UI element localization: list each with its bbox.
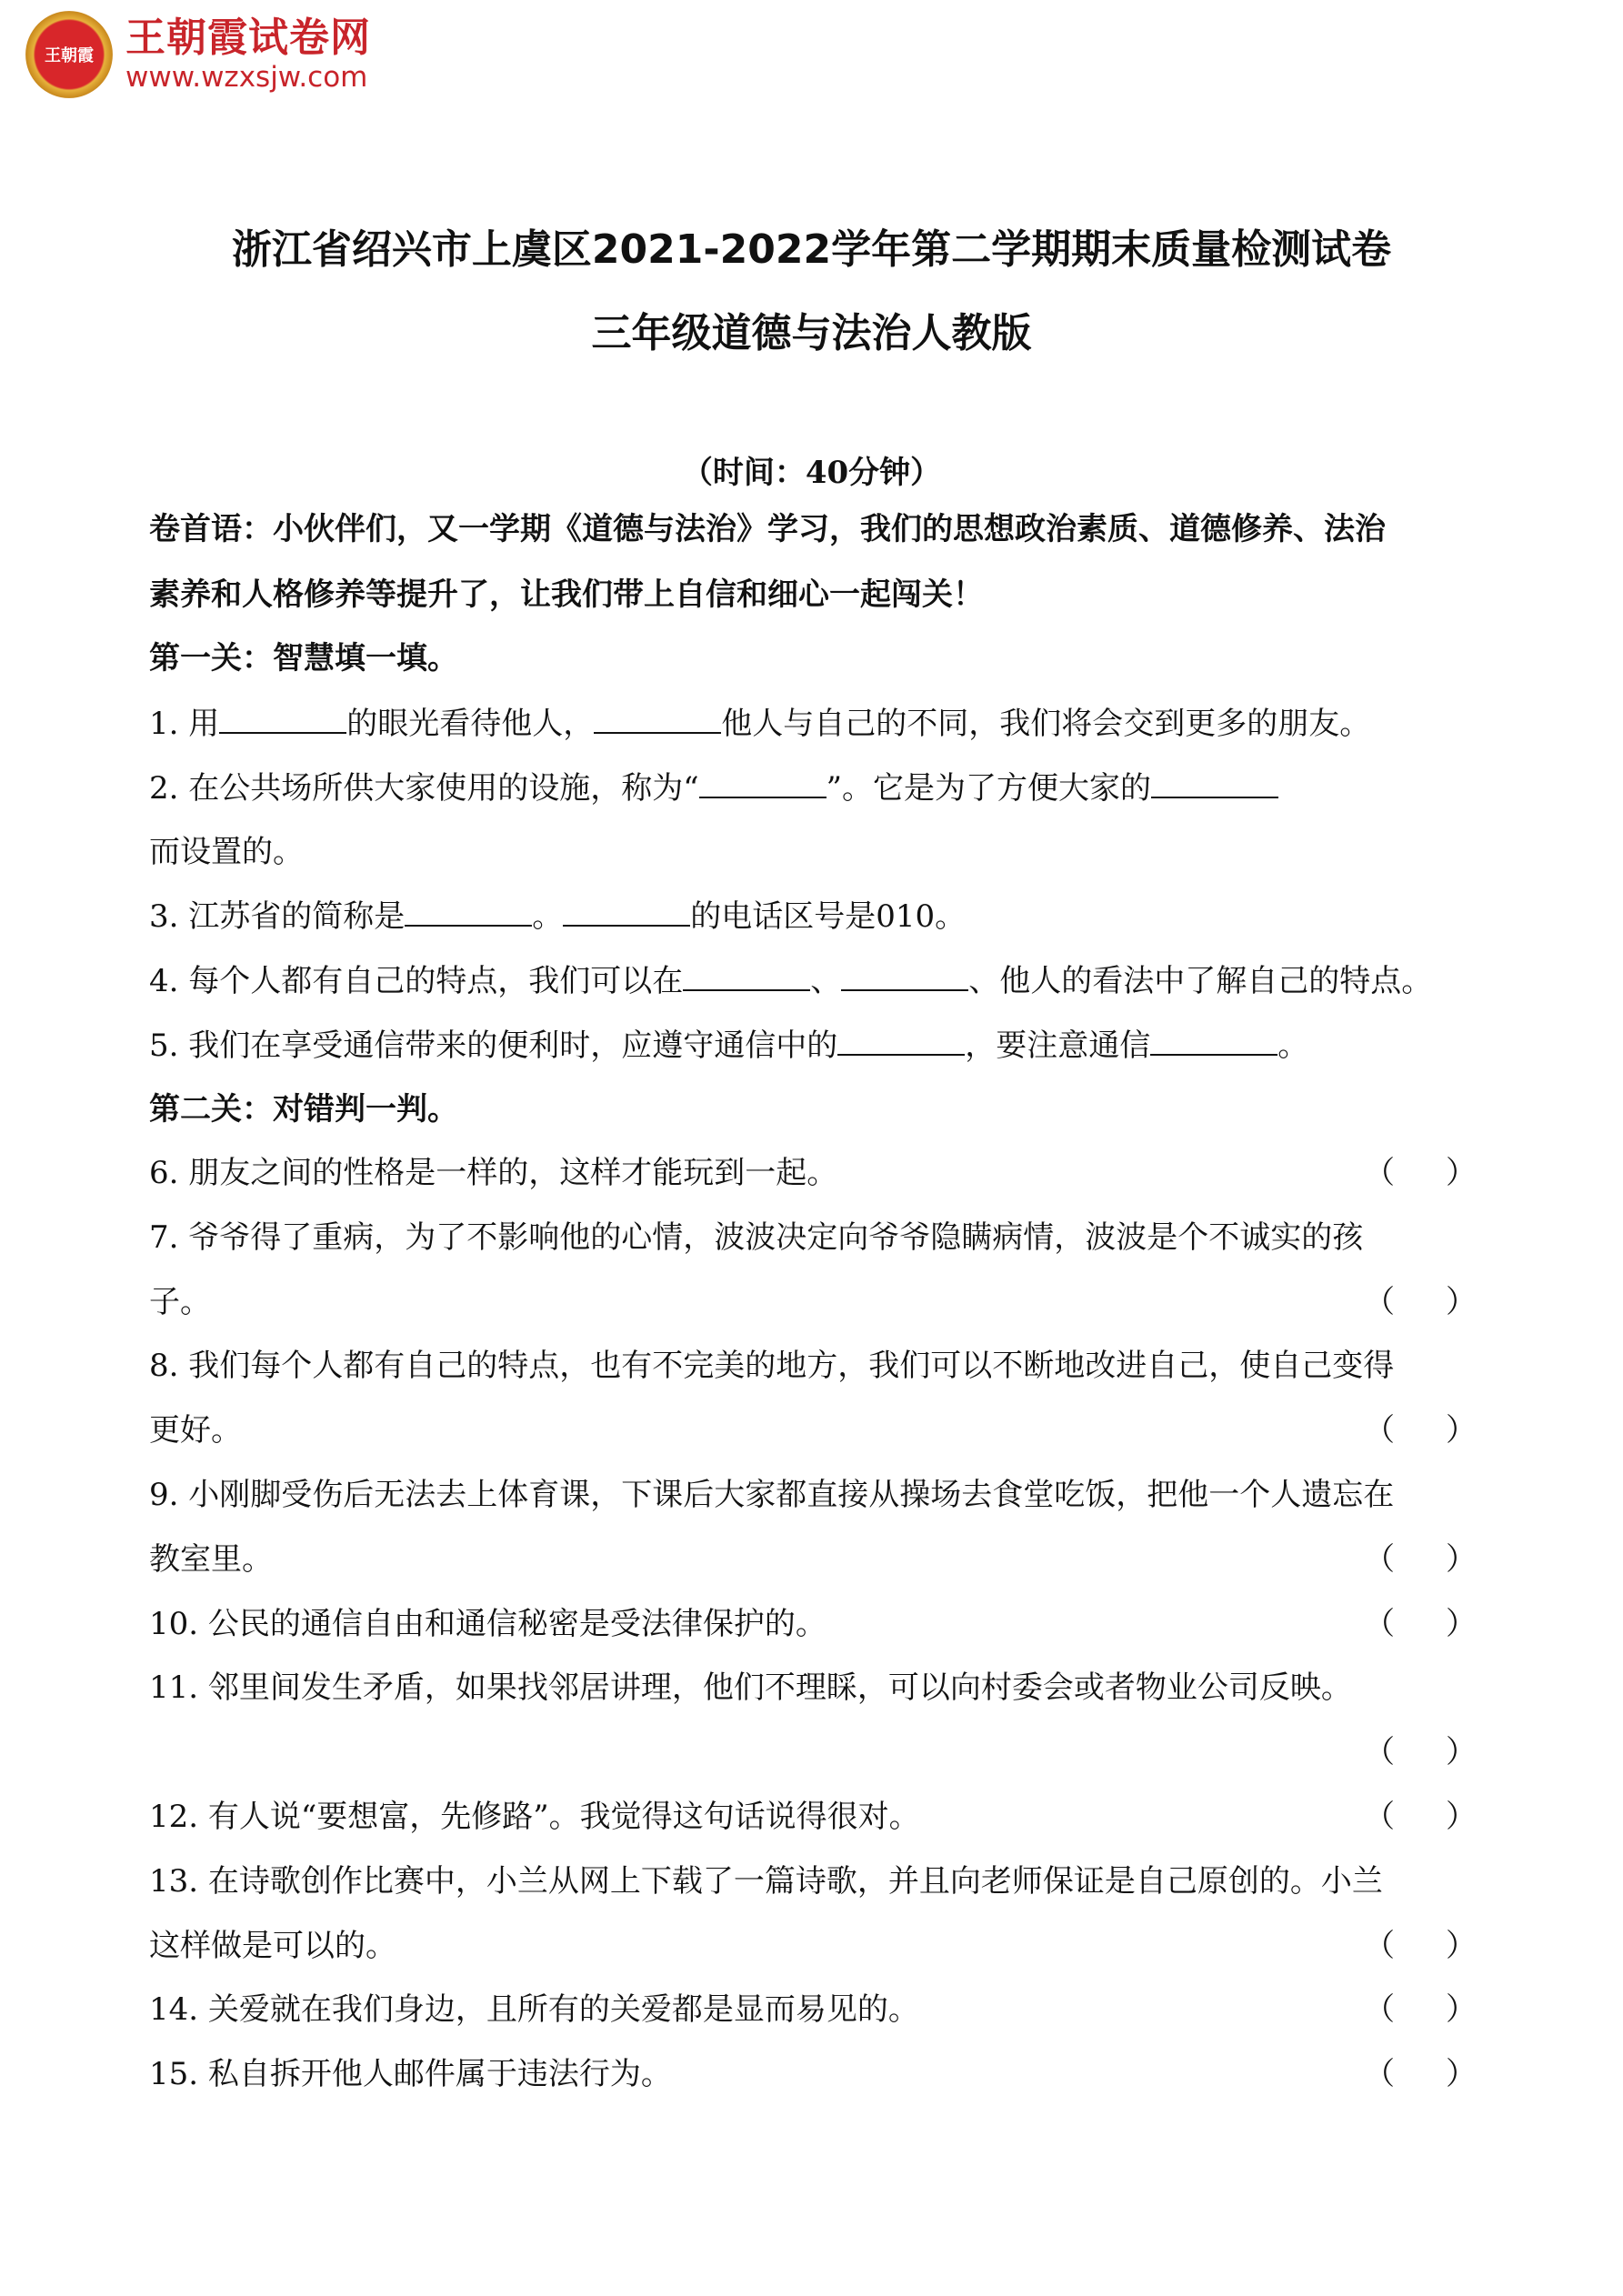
question-text: 13. 在诗歌创作比赛中，小兰从网上下载了一篇诗歌，并且向老师保证是自己原创的。小兰 [149, 1862, 1383, 1900]
parenthesis: ） [1446, 1605, 1477, 1642]
parenthesis: ） [1446, 1991, 1477, 2029]
question-text: 2. 在公共场所供大家使用的设施，称为“ [149, 769, 699, 807]
seal-text: 王朝霞 [45, 46, 94, 65]
question-text: 8. 我们每个人都有自己的特点，也有不完美的地方，我们可以不断地改进自己，使自己变得 [149, 1348, 1395, 1385]
answer-blank[interactable] [594, 705, 721, 734]
answer-blank[interactable] [699, 769, 827, 798]
judge-question [149, 2056, 1477, 2092]
question-text: 教室里。 [149, 1540, 273, 1578]
question-text: 6. 朋友之间的性格是一样的，这样才能玩到一起。 [149, 1155, 838, 1191]
answer-parentheses[interactable] [1364, 1541, 1477, 1578]
answer-blank[interactable] [683, 962, 810, 991]
parenthesis: ） [1446, 1412, 1477, 1449]
parenthesis: ） [1446, 2056, 1477, 2093]
answer-blank[interactable] [1150, 1027, 1277, 1056]
judge-question [149, 1863, 1477, 1900]
question-text: 的电话区号是010。 [690, 898, 967, 936]
question-text: 而设置的。 [149, 833, 304, 870]
answer-blank[interactable] [405, 897, 532, 927]
parenthesis: ） [1446, 1799, 1477, 1835]
question-text: 3. 江苏省的简称是 [149, 898, 406, 936]
question-text: 他人与自己的不同，我们将会交到更多的朋友。 [721, 706, 1371, 742]
judge-question [149, 1284, 1477, 1320]
answer-blank[interactable] [563, 897, 690, 927]
judge-question [149, 1991, 1477, 2028]
answer-blank[interactable] [841, 962, 968, 991]
parenthesis: ） [1446, 1927, 1477, 1964]
exam-subtitle: 三年级道德与法治人教版 [591, 310, 1032, 356]
answer-parentheses[interactable] [1364, 1284, 1477, 1320]
answer-parentheses[interactable] [1364, 1734, 1477, 1770]
question-text: 9. 小刚脚受伤后无法去上体育课，下课后大家都直接从操场去食堂吃饭，把他一个人遗忘在 [149, 1477, 1395, 1513]
question-text: 10. 公民的通信自由和通信秘密是受法律保护的。 [149, 1605, 827, 1642]
question-text: 。 [1277, 1028, 1309, 1064]
judge-question [149, 1155, 1477, 1191]
fill-question [149, 897, 1477, 935]
fill-question [149, 1027, 1477, 1064]
question-text: 11. 邻里间发生矛盾，如果找邻居讲理，他们不理睬，可以向村委会或者物业公司反映。 [149, 1669, 1352, 1707]
parenthesis: ） [1446, 1283, 1477, 1320]
parenthesis: ） [1446, 1540, 1477, 1578]
question-text: 这样做是可以的。 [149, 1927, 396, 1964]
parenthesis: （ [1364, 1540, 1395, 1578]
answer-blank[interactable] [219, 705, 346, 734]
question-text: ”。它是为了方便大家的 [826, 769, 1152, 807]
question-text: 1. 用 [149, 706, 220, 742]
judge-question [149, 1219, 1477, 1256]
judge-question [149, 1477, 1477, 1513]
judge-question [149, 1799, 1477, 1835]
question-text: 的眼光看待他人， [346, 706, 595, 742]
parenthesis: ） [1446, 1734, 1477, 1771]
question-text: 4. 每个人都有自己的特点，我们可以在 [149, 963, 684, 1000]
judge-question [149, 1606, 1477, 1642]
brand-name: 王朝霞试卷网 [125, 15, 371, 61]
fill-question [149, 769, 1477, 807]
judge-question [149, 1928, 1477, 1964]
fill-question [149, 834, 1477, 870]
question-text: ，要注意通信 [965, 1028, 1151, 1064]
question-text: 12. 有人说“要想富，先修路”。我觉得这句话说得很对。 [149, 1799, 920, 1835]
brand-url[interactable]: www.wzxsjw.com [125, 61, 368, 94]
answer-parentheses[interactable] [1364, 1991, 1477, 2028]
question-text: 14. 关爱就在我们身边，且所有的关爱都是显而易见的。 [149, 1991, 919, 2029]
answer-blank[interactable] [1151, 769, 1278, 798]
preface-line: 素养和人格修养等提升了，让我们带上自信和细心一起闯关！ [149, 577, 984, 613]
parenthesis: （ [1364, 2056, 1395, 2093]
answer-parentheses[interactable] [1364, 1928, 1477, 1964]
parenthesis: （ [1364, 1991, 1395, 2029]
answer-parentheses[interactable] [1364, 1412, 1477, 1449]
parenthesis: ） [1446, 1155, 1477, 1191]
parenthesis: （ [1364, 1927, 1395, 1964]
fill-question [149, 705, 1477, 742]
answer-parentheses[interactable] [1364, 1799, 1477, 1835]
judge-question [149, 1348, 1477, 1384]
question-text: 、他人的看法中了解自己的特点。 [968, 963, 1433, 1000]
parenthesis: （ [1364, 1605, 1395, 1642]
question-text: 7. 爷爷得了重病，为了不影响他的心情，波波决定向爷爷隐瞒病情，波波是个不诚实的孩 [149, 1218, 1364, 1256]
parenthesis: （ [1364, 1283, 1395, 1320]
judge-question [149, 1412, 1477, 1449]
answer-parentheses[interactable] [1364, 1606, 1477, 1642]
question-text: 。 [532, 898, 564, 936]
seal-logo-icon [25, 11, 113, 98]
exam-title: 浙江省绍兴市上虞区2021-2022学年第二学期期末质量检测试卷 [231, 226, 1392, 273]
section-heading: 第二关：对错判一判。 [149, 1091, 458, 1128]
answer-parentheses[interactable] [1364, 1155, 1477, 1191]
parenthesis: （ [1364, 1734, 1395, 1771]
judge-question [149, 1541, 1477, 1578]
exam-time: （时间：40分钟） [681, 455, 942, 491]
site-logo[interactable] [25, 11, 371, 98]
question-text: 子。 [149, 1283, 211, 1320]
question-text: 5. 我们在享受通信带来的便利时，应遵守通信中的 [149, 1028, 838, 1064]
section-heading: 第一关：智慧填一填。 [149, 640, 458, 677]
judge-question [149, 1669, 1477, 1706]
question-text: 15. 私自拆开他人邮件属于违法行为。 [149, 2056, 672, 2093]
answer-parentheses[interactable] [1364, 2056, 1477, 2092]
parenthesis: （ [1364, 1799, 1395, 1835]
parenthesis: （ [1364, 1412, 1395, 1449]
fill-question [149, 962, 1477, 999]
preface-line: 卷首语：小伙伴们，又一学期《道德与法治》学习，我们的思想政治素质、道德修养、法治 [149, 511, 1386, 547]
answer-blank[interactable] [837, 1027, 965, 1056]
question-text: 、 [810, 963, 842, 1000]
question-text: 更好。 [149, 1412, 242, 1449]
parenthesis: （ [1364, 1155, 1395, 1191]
